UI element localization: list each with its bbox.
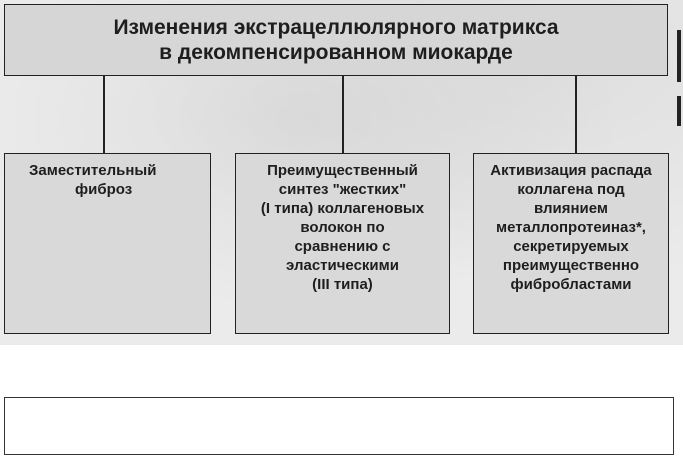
box-2-line-2: синтез "жестких" xyxy=(278,181,407,198)
box-1-line-1: Заместительный xyxy=(29,162,157,179)
footnote-box xyxy=(4,397,674,455)
box-2-line-6: эластическими xyxy=(286,257,399,274)
box-3-line-2: коллагена под xyxy=(517,181,625,198)
diagram-title-box xyxy=(4,4,668,76)
box-2-line-7: (III типа) xyxy=(312,276,373,293)
box-3-line-3: влиянием xyxy=(533,200,609,217)
scan-edge-mark-2 xyxy=(677,96,681,126)
box-collagen-degradation-activation xyxy=(473,153,669,334)
box-3-line-1: Активизация распада xyxy=(490,162,652,179)
diagram-title-line-1: Изменения экстрацеллюлярного матрикса xyxy=(113,16,559,39)
box-rigid-collagen-synthesis xyxy=(235,153,450,334)
box-3-line-6: преимущественно xyxy=(502,257,640,274)
connector-3 xyxy=(575,76,577,154)
box-3-line-7: фибробластами xyxy=(510,276,632,293)
scan-edge-mark-1 xyxy=(677,30,681,82)
diagram-title-line-2: в декомпенсированном миокарде xyxy=(159,41,513,64)
box-2-line-1: Преимущественный xyxy=(267,162,418,179)
box-3-line-4: металлопротеиназ*, xyxy=(496,219,646,236)
connector-1 xyxy=(103,76,105,154)
box-2-line-4: волокон по xyxy=(300,219,385,236)
box-replacement-fibrosis xyxy=(4,153,211,334)
box-1-line-2: фиброз xyxy=(75,181,133,198)
box-3-line-5: секретируемых xyxy=(513,238,629,255)
box-2-line-5: сравнению с xyxy=(294,238,391,255)
box-2-line-3: (I типа) коллагеновых xyxy=(260,200,425,217)
connector-2 xyxy=(342,76,344,154)
